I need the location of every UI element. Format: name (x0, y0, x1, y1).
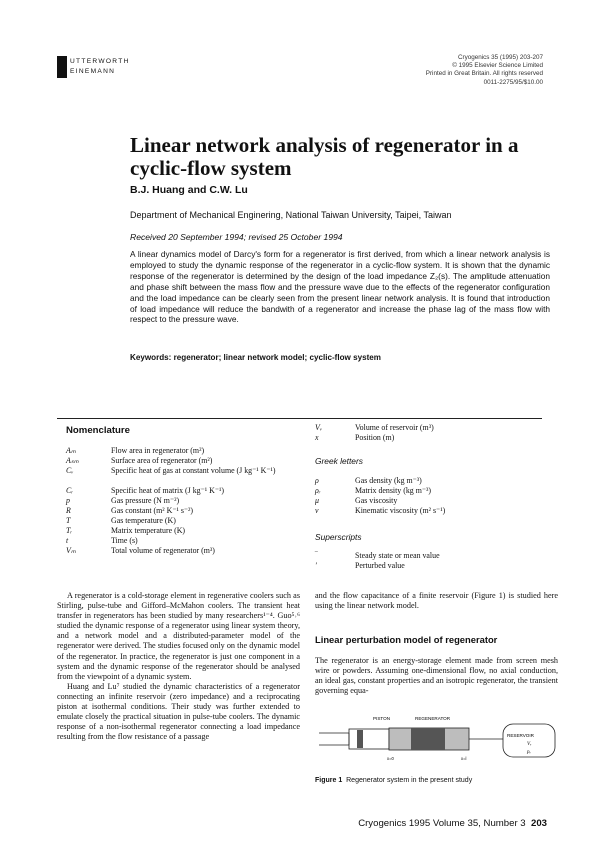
figure-1-diagram (315, 705, 558, 772)
pub-info-line: © 1995 Elsevier Science Limited (452, 62, 543, 70)
nomen-definition: Surface area of regenerator (m²) (111, 456, 213, 465)
section-heading: Linear perturbation model of regenerator (315, 634, 498, 645)
nomen-row (66, 526, 301, 535)
nomen-definition: Gas constant (m² K⁻¹ s⁻²) (111, 506, 194, 515)
pub-info-line: 0011-2275/95/$10.00 (483, 78, 543, 86)
nomen-symbol: Cᵥ (66, 466, 74, 475)
nomen-row (66, 536, 301, 545)
nomen-row (66, 496, 301, 505)
nomen-row (315, 496, 540, 505)
nomen-definition: Gas density (kg m⁻³) (355, 476, 422, 485)
nomen-definition: Position (m) (355, 433, 395, 442)
nomen-definition: Gas temperature (K) (111, 516, 176, 525)
reservoir-pressure-label: pᵥ (527, 750, 531, 755)
publication-info (373, 54, 543, 87)
nomen-symbol: R (66, 506, 71, 515)
nomen-row (315, 476, 540, 485)
nomen-row (66, 446, 301, 455)
paragraph: A regenerator is a cold-storage element in regenerative coolers such as Stirling, pulse-tube and Gifford–McMahon coolers. The transient heat transfer in regenerators has been studied by many researchers¹⁻⁴. Guo⁵˒⁶ studied the dynamic response of a regenerator using linear system theory, and a network model and a distributed-parameter model of the regenerator were derived. The studies focused only on the dynamic model of the regenerator. In practice, the regenerator is just one component in a system and the dynamic response of the regenerator should be analysed from the viewpoint of a dynamic system. (57, 591, 300, 681)
nomenclature-heading: Nomenclature (66, 425, 130, 436)
xl-label: x=l (461, 756, 467, 761)
piston-cylinder (349, 729, 389, 749)
nomen-row (66, 456, 301, 465)
nomen-symbol: x (315, 433, 319, 442)
paragraph: The regenerator is an energy-storage element made from screen mesh wire or powders. Assuming one-dimensional flow, no axial conduction, an ideal gas, constant properties and an isotropic regenerator, the transient governing equa- (315, 656, 558, 696)
paragraph: Huang and Lu⁷ studied the dynamic characteristics of a regenerator connecting an infinite reservoir (zero impedance) and a reciprocating piston at isothermal conditions. Their study was further extended to emulate closely the practical situation in pulse-tube coolers. The dynamic response of a non-isothermal regenerator connecting a load impedance resulting from the flow resistance of a passage (57, 681, 300, 742)
nomen-definition: Steady state or mean value (355, 551, 440, 560)
nomen-row (66, 546, 301, 555)
nomen-symbol: ‾ (315, 551, 318, 560)
logo-line-2: EINEMANN (70, 68, 116, 75)
nomenclature-box (57, 418, 542, 579)
nomen-definition: Time (s) (111, 536, 138, 545)
nomen-definition: Specific heat of matrix (J kg⁻¹ K⁻¹) (111, 486, 224, 495)
nomen-symbol: ν (315, 506, 319, 515)
logo-mark (57, 56, 67, 78)
affiliation: Department of Mechanical Enginering, National Taiwan University, Taipei, Taiwan (130, 210, 452, 220)
nomen-row (315, 561, 540, 570)
nomen-symbol: p (66, 496, 70, 505)
reservoir-label: RESERVOIR (507, 733, 534, 738)
nomen-row (66, 486, 301, 495)
received-dates: Received 20 September 1994; revised 25 October 1994 (130, 232, 343, 242)
nomen-symbol: T (66, 516, 71, 525)
publisher-logo (57, 56, 147, 78)
nomen-symbol: ′ (315, 561, 317, 570)
pub-info-line: Printed in Great Britain. All rights reserved (425, 70, 543, 78)
paragraph: and the flow capacitance of a finite reservoir (Figure 1) is studied here using the linear network model. (315, 591, 558, 611)
nomen-symbol: μ (315, 496, 319, 505)
nomen-definition: Volume of reservoir (m³) (355, 423, 434, 432)
nomen-row (315, 486, 540, 495)
authors: B.J. Huang and C.W. Lu (130, 184, 248, 196)
superscripts-heading: Superscripts (315, 532, 362, 542)
figure-1-caption (315, 777, 558, 784)
nomen-symbol: t (66, 536, 69, 545)
figure-caption-label: Figure 1 (315, 777, 343, 784)
nomen-row (315, 423, 540, 432)
reservoir-volume-label: Vᵥ (527, 742, 532, 747)
pipe-lines (319, 733, 349, 745)
nomen-row (315, 551, 540, 560)
nomen-definition: Total volume of regenerator (m³) (111, 546, 215, 555)
regenerator-label: REGENERATOR (415, 716, 451, 721)
page-footer (335, 818, 547, 829)
pub-info-line: Cryogenics 35 (1995) 203-207 (457, 54, 543, 61)
page-number: 203 (530, 818, 547, 829)
nomen-symbol: Aₛₘ (66, 456, 79, 465)
nomen-definition: Matrix density (kg m⁻³) (355, 486, 432, 495)
nomen-symbol: Vᵥ (315, 423, 323, 432)
nomen-definition: Perturbed value (355, 561, 405, 570)
regenerator-dark-section (411, 728, 445, 750)
keywords: Keywords: regenerator; linear network model; cyclic-flow system (130, 353, 381, 362)
nomen-symbol: Cᵣ (66, 486, 74, 495)
nomen-row (315, 506, 540, 515)
journal-info: Cryogenics 1995 Volume 35, Number 3 (358, 818, 526, 829)
nomen-symbol: Tᵣ (66, 526, 73, 535)
logo-line-1: UTTERWORTH (70, 58, 130, 65)
nomen-row (315, 433, 540, 442)
nomen-definition: Flow area in regenerator (m²) (111, 446, 205, 455)
nomen-definition: Gas pressure (N m⁻²) (111, 496, 180, 505)
x0-label: x=0 (387, 756, 394, 761)
nomen-row (66, 506, 301, 515)
abstract: A linear dynamics model of Darcy's form for a regenerator is first derived, from which a linear network analysis is employed to study the dynamic response of the regenerator in a cyclic-flow system. It is shown that the dynamic response of the regenerator is determined by the design of the load impedance Z₂(s). The amplitude attenuation and phase shift between the mass flow and the pressure wave due to the effects of the regenerator configuration and the load impedance can be clearly seen from the present linear network analysis. It is found that introduction of load impedance will reduce the bandwith of a regenerator and increase the phase lag of the mass flow with respect to the pressure wave. (130, 249, 550, 325)
piston-head (357, 730, 363, 748)
piston-label: PISTON (373, 716, 391, 721)
nomen-definition: Kinematic viscosity (m² s⁻¹) (355, 506, 446, 515)
nomen-symbol: ρᵣ (315, 486, 321, 495)
nomen-row (66, 516, 301, 525)
greek-letters-heading: Greek letters (315, 456, 363, 466)
nomen-row (66, 466, 301, 475)
paper-title: Linear network analysis of regenerator in a cyclic-flow system (130, 133, 519, 180)
nomen-symbol: Aₘ (66, 446, 76, 455)
figure-caption-text: Regenerator system in the present study (346, 777, 473, 784)
nomen-symbol: Vₘ (66, 546, 76, 555)
nomen-definition: Specific heat of gas at constant volume (J kg⁻¹ K⁻¹) (111, 466, 276, 475)
nomen-definition: Matrix temperature (K) (111, 526, 186, 535)
body-column-left (57, 591, 300, 742)
nomen-symbol: ρ (315, 476, 319, 485)
nomen-definition: Gas viscosity (355, 496, 398, 505)
